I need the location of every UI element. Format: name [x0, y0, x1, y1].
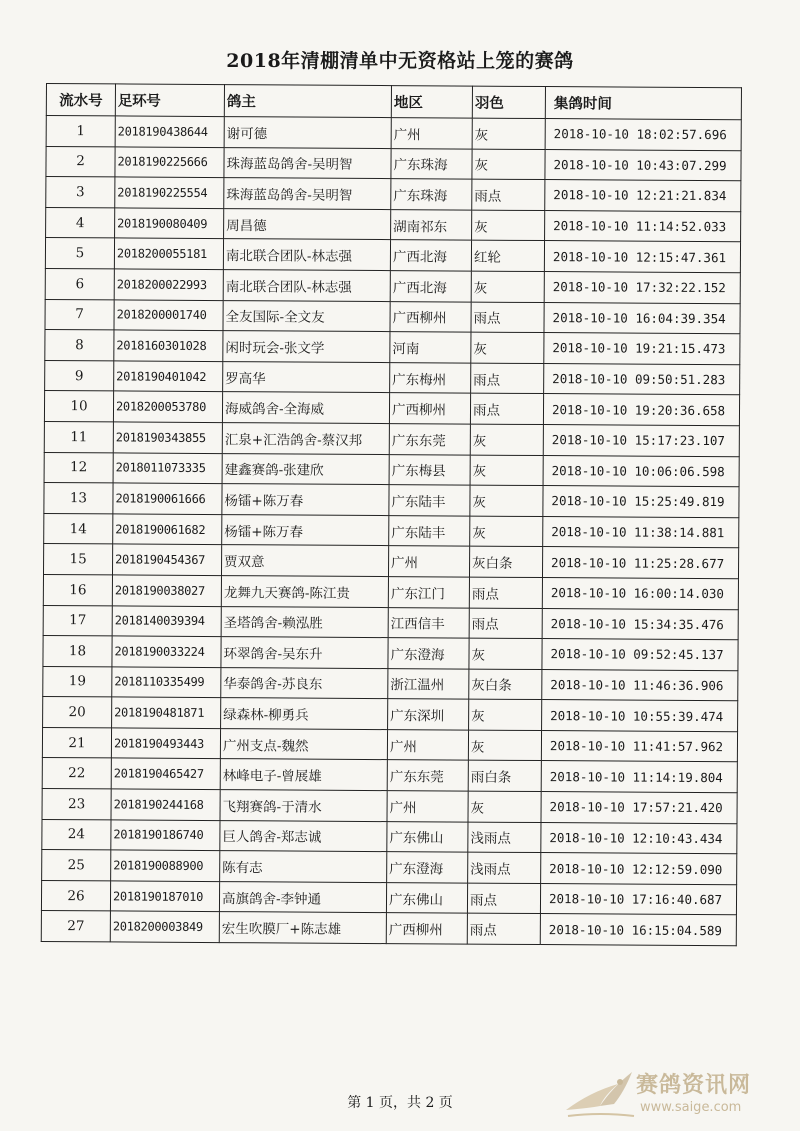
cell-owner: 圣塔鸽舍-赖泓胜 [221, 606, 388, 638]
cell-region: 广东东莞 [387, 760, 468, 791]
cell-no: 11 [44, 421, 113, 452]
cell-no: 1 [46, 116, 115, 147]
cell-color: 雨点 [467, 914, 540, 945]
cell-region: 广东珠海 [391, 179, 472, 210]
table-row [45, 299, 740, 334]
cell-owner: 周昌德 [224, 208, 391, 240]
cell-color: 雨点 [471, 363, 544, 394]
cell-color: 灰 [471, 332, 544, 363]
cell-region: 江西信丰 [388, 607, 469, 638]
cell-no: 20 [43, 697, 112, 728]
cell-no: 9 [45, 360, 114, 391]
cell-no: 8 [45, 330, 114, 361]
cell-time: 2018-10-10 11:25:28.677 [542, 547, 738, 579]
table-row [46, 207, 741, 242]
pigeon-logo-icon [560, 1062, 640, 1124]
cell-time: 2018-10-10 17:57:21.420 [541, 792, 737, 824]
cell-ring: 2018190438644 [115, 116, 224, 147]
cell-owner: 南北联合团队-林志强 [223, 239, 390, 271]
cell-time: 2018-10-10 15:17:23.107 [543, 424, 739, 456]
cell-time: 2018-10-10 15:34:35.476 [542, 608, 738, 640]
cell-ring: 2018140039394 [112, 605, 221, 636]
cell-no: 19 [43, 666, 112, 697]
cell-owner: 罗高华 [223, 361, 390, 393]
cell-no: 24 [42, 819, 111, 850]
cell-no: 27 [41, 911, 110, 942]
cell-owner: 南北联合团队-林志强 [223, 270, 390, 302]
table-row [42, 850, 737, 885]
cell-ring: 2018190033224 [112, 636, 221, 667]
cell-no: 17 [43, 605, 112, 636]
cell-no: 6 [45, 268, 114, 299]
cell-no: 12 [44, 452, 113, 483]
cell-ring: 2018011073335 [113, 452, 222, 483]
header-owner: 鸽主 [224, 85, 391, 118]
cell-region: 广东陆丰 [389, 485, 470, 516]
cell-ring: 2018190244168 [111, 789, 220, 820]
cell-time: 2018-10-10 12:12:59.090 [541, 853, 737, 885]
cell-no: 10 [44, 391, 113, 422]
cell-no: 4 [46, 207, 115, 238]
cell-owner: 龙舞九天赛鸽-陈江贵 [221, 575, 388, 607]
watermark [556, 1060, 796, 1126]
header-ring: 足环号 [115, 84, 224, 117]
cell-region: 广西柳州 [389, 393, 470, 424]
cell-region: 广州 [388, 546, 469, 577]
cell-color: 浅雨点 [468, 822, 541, 853]
cell-region: 广州 [387, 729, 468, 760]
cell-time: 2018-10-10 09:50:51.283 [544, 363, 740, 395]
cell-ring: 2018190186740 [111, 820, 220, 851]
watermark-name: 赛鸽资讯网 [636, 1073, 752, 1098]
table-row [41, 911, 736, 946]
cell-ring: 2018190454367 [112, 544, 221, 575]
cell-owner: 海威鸽舍-全海威 [222, 392, 389, 424]
cell-ring: 2018200053780 [113, 391, 222, 422]
cell-no: 7 [45, 299, 114, 330]
cell-color: 灰 [470, 424, 543, 455]
cell-owner: 杨镭+陈万春 [222, 514, 389, 546]
cell-owner: 谢可德 [224, 117, 391, 149]
cell-color: 灰 [470, 455, 543, 486]
cell-color: 红轮 [471, 240, 544, 271]
cell-no: 3 [46, 177, 115, 208]
table-row [46, 146, 741, 181]
cell-no: 16 [43, 574, 112, 605]
cell-owner: 杨镭+陈万春 [222, 484, 389, 516]
table-row [43, 666, 738, 701]
cell-owner: 贾双意 [221, 545, 388, 577]
cell-time: 2018-10-10 12:21:21.834 [545, 180, 741, 212]
table-row [42, 789, 737, 824]
cell-ring: 2018190187010 [110, 881, 219, 912]
cell-owner: 广州支点-魏然 [220, 728, 387, 760]
table-row [46, 177, 741, 212]
cell-time: 2018-10-10 10:55:39.474 [542, 700, 738, 732]
cell-color: 灰 [471, 271, 544, 302]
cell-color: 灰 [468, 791, 541, 822]
cell-ring: 2018190038027 [112, 575, 221, 606]
cell-time: 2018-10-10 16:00:14.030 [542, 577, 738, 609]
table-row [45, 238, 740, 273]
table-row [42, 819, 737, 854]
table-row [44, 452, 739, 487]
header-no: 流水号 [46, 84, 115, 116]
table-row [43, 574, 738, 609]
header-color: 羽色 [472, 86, 545, 118]
cell-owner: 建鑫赛鸽-张建欣 [222, 453, 389, 485]
cell-region: 广西柳州 [386, 913, 467, 944]
cell-region: 河南 [390, 332, 471, 363]
table-row [41, 880, 736, 915]
table-row [42, 758, 737, 793]
cell-ring: 2018200003849 [110, 911, 219, 942]
cell-ring: 2018190080409 [115, 208, 224, 239]
cell-color: 灰 [470, 485, 543, 516]
cell-region: 广东东莞 [389, 424, 470, 455]
cell-owner: 陈有志 [220, 851, 387, 883]
cell-ring: 2018190481871 [112, 697, 221, 728]
cell-no: 15 [43, 544, 112, 575]
cell-time: 2018-10-10 15:25:49.819 [543, 486, 739, 518]
cell-time: 2018-10-10 12:10:43.434 [541, 822, 737, 854]
table-row [45, 268, 740, 303]
header-region: 地区 [391, 86, 472, 118]
cell-time: 2018-10-10 10:06:06.598 [543, 455, 739, 487]
cell-color: 雨点 [467, 883, 540, 914]
table-row [45, 360, 740, 395]
table-row [46, 116, 741, 151]
cell-no: 18 [43, 636, 112, 667]
cell-region: 广西北海 [390, 271, 471, 302]
cell-color: 灰 [469, 699, 542, 730]
cell-time: 2018-10-10 09:52:45.137 [542, 639, 738, 671]
cell-owner: 全友国际-全文友 [223, 300, 390, 332]
cell-owner: 高旗鸽舍-李钟通 [219, 881, 386, 913]
cell-ring: 2018110335499 [112, 667, 221, 698]
table-row [45, 330, 740, 365]
cell-owner: 飞翔赛鸽-于清水 [220, 790, 387, 822]
table-row [42, 727, 737, 762]
cell-no: 22 [42, 758, 111, 789]
page-footer: 第 1 页，共 2 页 [347, 1095, 453, 1111]
watermark-url: www.saige.com [640, 1100, 742, 1115]
cell-color: 灰 [468, 730, 541, 761]
cell-ring: 2018190493443 [111, 728, 220, 759]
cell-color: 灰白条 [469, 546, 542, 577]
cell-ring: 2018190401042 [114, 361, 223, 392]
cell-owner: 巨人鸽舍-郑志诚 [220, 820, 387, 852]
cell-ring: 2018190061666 [113, 483, 222, 514]
cell-region: 广东梅州 [390, 362, 471, 393]
cell-region: 广东陆丰 [389, 515, 470, 546]
cell-color: 雨点 [469, 577, 542, 608]
cell-time: 2018-10-10 17:32:22.152 [544, 272, 740, 304]
cell-region: 广东江门 [388, 577, 469, 608]
cell-color: 灰 [472, 118, 545, 149]
cell-time: 2018-10-10 10:43:07.299 [545, 149, 741, 181]
cell-region: 广东深圳 [388, 699, 469, 730]
cell-time: 2018-10-10 17:16:40.687 [540, 883, 736, 915]
header-time: 集鸽时间 [545, 87, 741, 120]
cell-color: 灰白条 [469, 669, 542, 700]
cell-region: 广西北海 [390, 240, 471, 271]
cell-ring: 2018190225554 [115, 177, 224, 208]
cell-color: 雨白条 [468, 761, 541, 792]
cell-color: 灰 [470, 516, 543, 547]
table-row [43, 544, 738, 579]
cell-region: 广州 [387, 791, 468, 822]
cell-time: 2018-10-10 11:14:52.033 [545, 210, 741, 242]
cell-owner: 珠海蓝岛鸽舍-吴明智 [224, 147, 391, 179]
cell-time: 2018-10-10 19:21:15.473 [544, 333, 740, 365]
cell-color: 灰 [472, 210, 545, 241]
table-row [43, 605, 738, 640]
cell-owner: 珠海蓝岛鸽舍-吴明智 [224, 178, 391, 210]
cell-no: 23 [42, 789, 111, 820]
table-row [44, 391, 739, 426]
cell-no: 14 [44, 513, 113, 544]
cell-owner: 环翠鸽舍-吴东升 [221, 637, 388, 669]
cell-color: 雨点 [471, 302, 544, 333]
cell-owner: 林峰电子-曾展雄 [220, 759, 387, 791]
table-row [44, 483, 739, 518]
table-header-row [46, 84, 741, 120]
cell-ring: 2018190465427 [111, 758, 220, 789]
cell-time: 2018-10-10 11:46:36.906 [542, 669, 738, 701]
cell-time: 2018-10-10 16:04:39.354 [544, 302, 740, 334]
cell-owner: 华泰鸽舍-苏良东 [221, 667, 388, 699]
cell-region: 广东佛山 [387, 821, 468, 852]
cell-time: 2018-10-10 12:15:47.361 [544, 241, 740, 273]
cell-region: 广东澄海 [388, 638, 469, 669]
cell-region: 广西柳州 [390, 301, 471, 332]
cell-owner: 绿森林-柳勇兵 [221, 698, 388, 730]
cell-owner: 宏生吹膜厂+陈志雄 [219, 912, 386, 944]
cell-color: 雨点 [469, 608, 542, 639]
table-row [43, 636, 738, 671]
cell-ring: 2018200001740 [114, 299, 223, 330]
cell-ring: 2018190343855 [113, 422, 222, 453]
cell-no: 2 [46, 146, 115, 177]
cell-ring: 2018160301028 [114, 330, 223, 361]
cell-no: 13 [44, 483, 113, 514]
cell-owner: 汇泉+汇浩鸽舍-蔡汉邦 [222, 423, 389, 455]
cell-ring: 2018200055181 [114, 238, 223, 269]
cell-region: 广东澄海 [387, 852, 468, 883]
cell-time: 2018-10-10 16:15:04.589 [540, 914, 736, 946]
document-title: 2018年清棚清单中无资格站上笼的赛鸽 [226, 50, 574, 72]
cell-time: 2018-10-10 11:38:14.881 [543, 516, 739, 548]
cell-color: 浅雨点 [468, 852, 541, 883]
cell-region: 广东梅县 [389, 454, 470, 485]
cell-no: 5 [45, 238, 114, 269]
cell-ring: 2018190061682 [113, 514, 222, 545]
cell-ring: 2018190225666 [115, 147, 224, 178]
table-row [43, 697, 738, 732]
cell-region: 广州 [391, 118, 472, 149]
cell-no: 25 [42, 850, 111, 881]
cell-ring: 2018200022993 [114, 269, 223, 300]
cell-no: 21 [42, 727, 111, 758]
table-row [44, 513, 739, 548]
cell-region: 浙江温州 [388, 668, 469, 699]
cell-color: 灰 [469, 638, 542, 669]
cell-ring: 2018190088900 [111, 850, 220, 881]
cell-region: 湖南祁东 [391, 209, 472, 240]
cell-region: 广东珠海 [391, 148, 472, 179]
pigeon-table [41, 83, 742, 946]
cell-time: 2018-10-10 19:20:36.658 [543, 394, 739, 426]
cell-no: 26 [41, 880, 110, 911]
cell-color: 雨点 [470, 393, 543, 424]
cell-region: 广东佛山 [386, 882, 467, 913]
cell-time: 2018-10-10 18:02:57.696 [545, 119, 741, 151]
cell-color: 雨点 [472, 179, 545, 210]
cell-owner: 闲时玩会-张文学 [223, 331, 390, 363]
table-row [44, 421, 739, 456]
cell-color: 灰 [472, 149, 545, 180]
cell-time: 2018-10-10 11:41:57.962 [541, 730, 737, 762]
cell-time: 2018-10-10 11:14:19.804 [541, 761, 737, 793]
